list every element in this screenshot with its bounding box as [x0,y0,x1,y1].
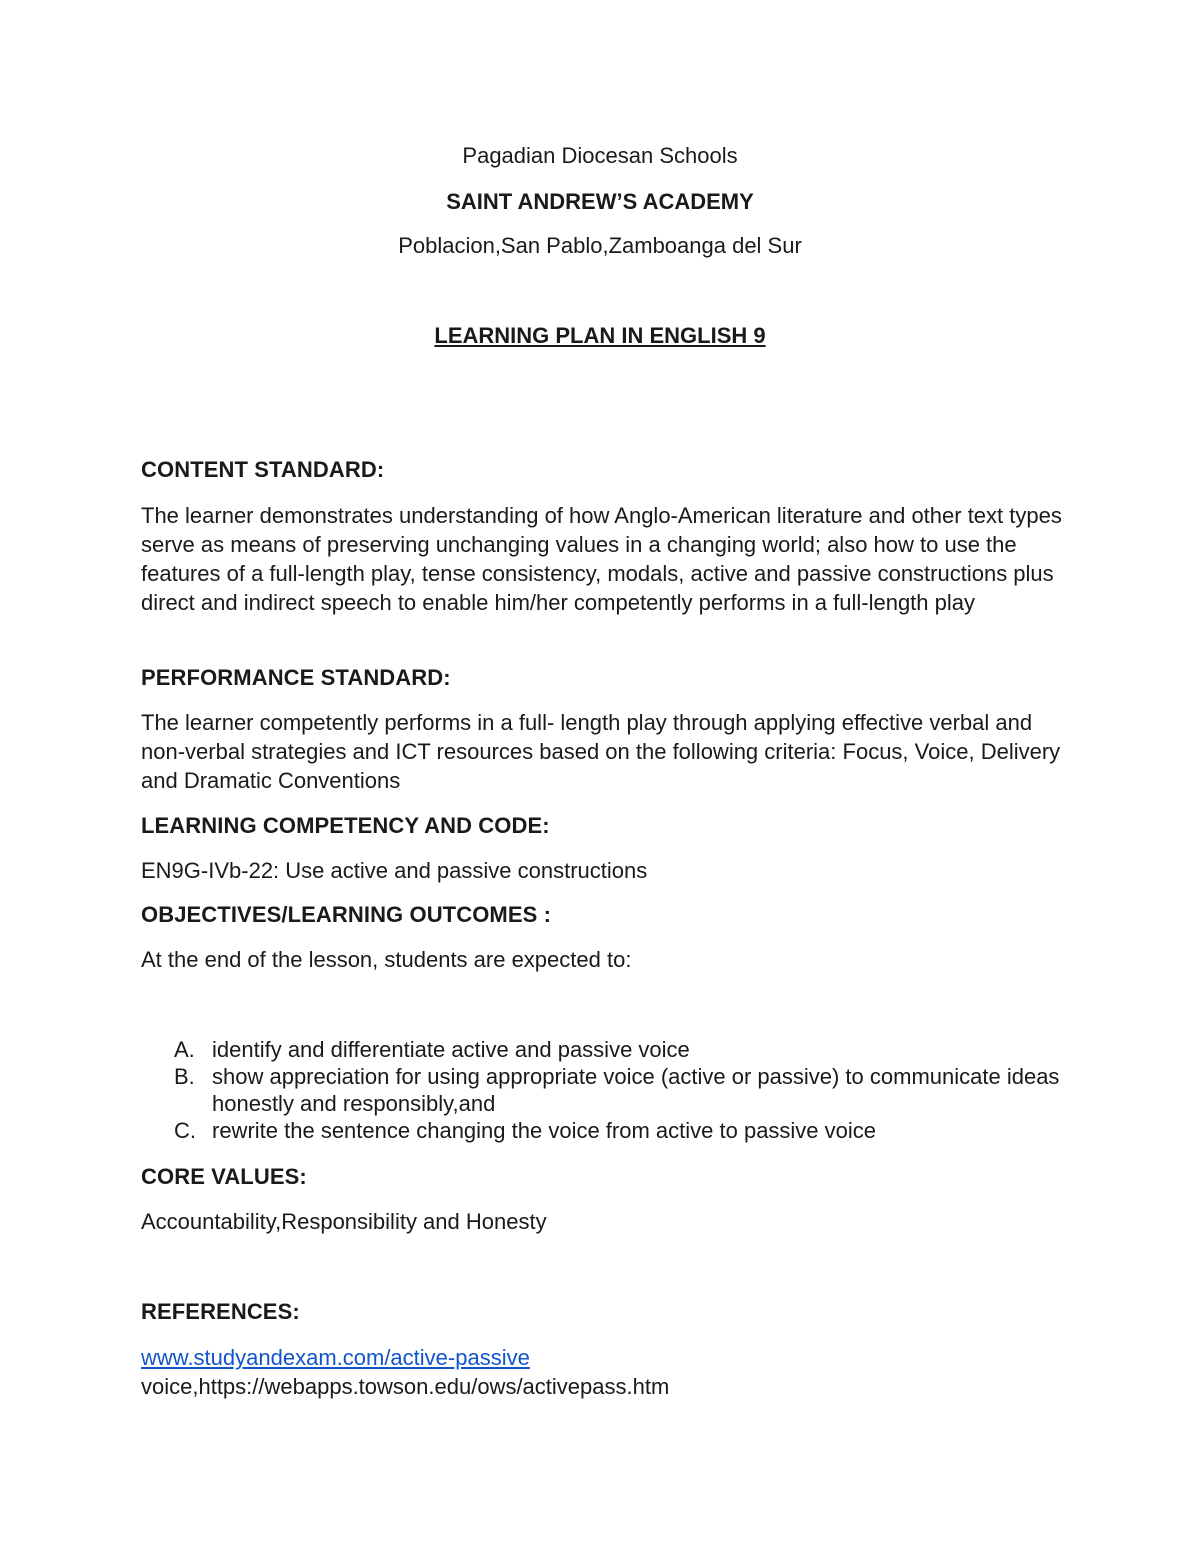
list-item-text: show appreciation for using appropriate voice (active or passive) to communicate ideas honestly and responsibly,and [212,1064,1060,1116]
list-item [141,1117,1081,1144]
core-values-heading: CORE VALUES: [141,1164,307,1189]
reference-line-2: voice,https://webapps.towson.edu/ows/activepass.htm [141,1374,670,1399]
list-marker: C. [174,1118,196,1143]
plan-title: LEARNING PLAN IN ENGLISH 9 [434,323,766,348]
reference-link[interactable]: www.studyandexam.com/active-passive [141,1345,530,1370]
references-heading: REFERENCES: [141,1299,300,1324]
list-marker: A. [174,1037,195,1062]
list-item-text: rewrite the sentence changing the voice from active to passive voice [212,1118,877,1143]
performance-standard-heading: PERFORMANCE STANDARD: [141,665,451,690]
school-address: Poblacion,San Pablo,Zamboanga del Sur [398,233,802,258]
content-standard-heading: CONTENT STANDARD: [141,457,385,482]
learning-competency-heading: LEARNING COMPETENCY AND CODE: [141,813,550,838]
objectives-list [141,1036,1081,1144]
list-item [141,1063,1081,1117]
list-marker: B. [174,1064,195,1089]
performance-standard-text: The learner competently performs in a full- length play through applying effective verbal and non-verbal strategies and ICT resources based on the following criteria: Focus, Voice, Delivery and Dramatic Conventions [141,710,1061,793]
list-item [141,1036,1081,1063]
school-name: SAINT ANDREW’S ACADEMY [446,189,754,214]
objectives-intro: At the end of the lesson, students are expected to: [141,947,632,972]
core-values-text: Accountability,Responsibility and Honesty [141,1209,547,1234]
content-standard-text: The learner demonstrates understanding of how Anglo-American literature and other text types serve as means of preserving unchanging values in a changing world; also how to use the features of a full-length play, tense consistency, modals, active and passive constructions plus direct and indirect speech to enable him/her competently performs in a full-length play [141,503,1062,615]
list-item-text: identify and differentiate active and passive voice [212,1037,690,1062]
objectives-heading: OBJECTIVES/LEARNING OUTCOMES : [141,902,552,927]
diocese-name: Pagadian Diocesan Schools [462,143,738,168]
learning-competency-text: EN9G-IVb-22: Use active and passive constructions [141,858,648,883]
